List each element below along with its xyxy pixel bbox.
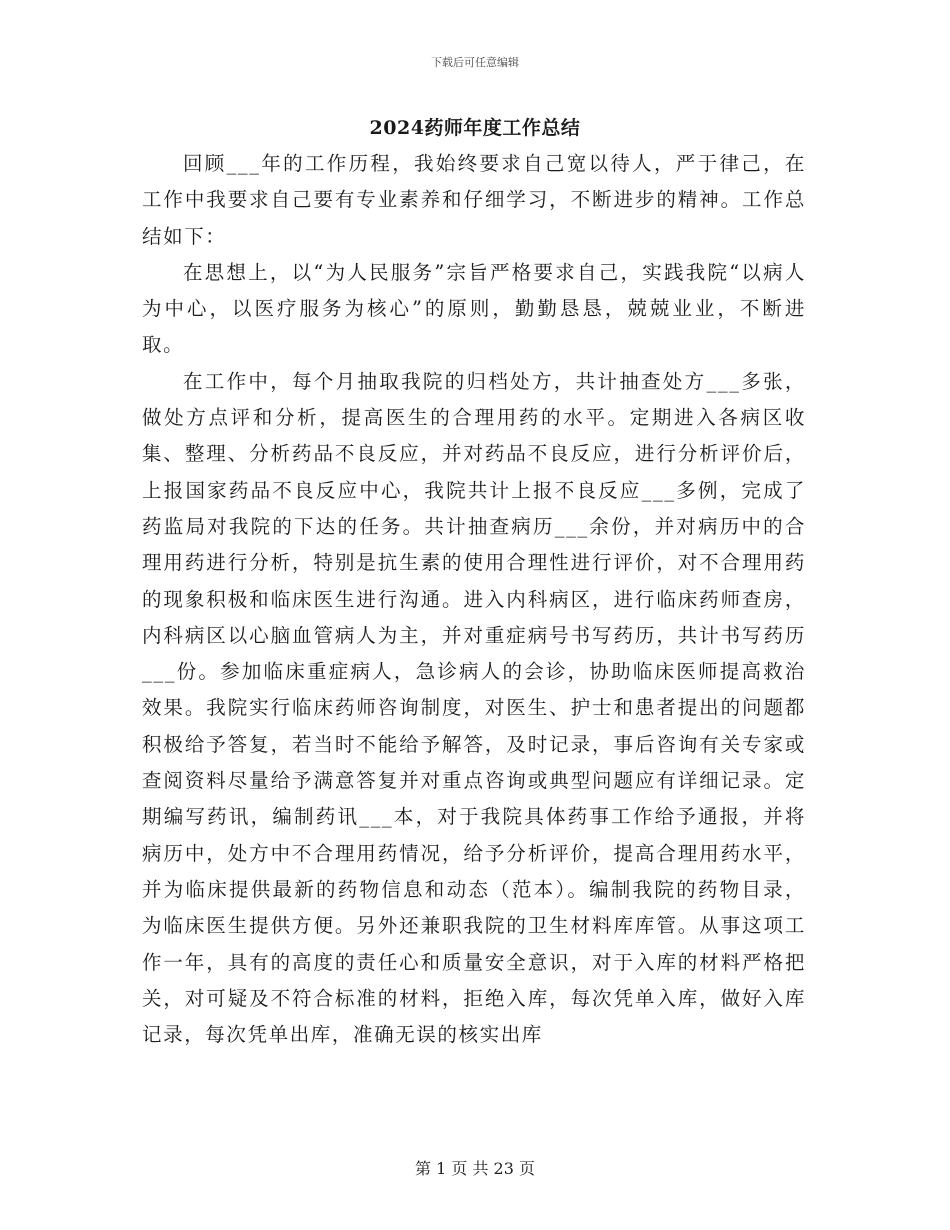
document-body [142,146,806,1053]
paragraph-intro: 回顾___年的工作历程，我始终要求自己宽以待人，严于律己，在工作中我要求自己要有专业素养和仔细学习，不断进步的精神。工作总结如下： [142,152,806,248]
header-note: 下载后可任意编辑 [431,56,519,69]
page-footer: 第 1 页 共 23 页 [415,1159,535,1178]
paragraph-ideology: 在思想上，以“为人民服务”宗旨严格要求自己，实践我院“以病人为中心，以医疗服务为核心”的原则，勤勤恳恳，兢兢业业，不断进取。 [142,260,806,357]
paragraph-work: 在工作中，每个月抽取我院的归档处方，共计抽查处方___多张，做处方点评和分析，提高医生的合理用药的水平。定期进入各病区收集、整理、分析药品不良反应，并对药品不良反应，进行分析评价后，上报国家药品不良反应中心，我院共计上报不良反应___多例，完成了药监局对我院的下达的任务。共计抽查病历___余份，并对病历中的合理用药进行分析，特别是抗生素的使用合理性进行评价，对不合理用药的现象积极和临床医生进行沟通。进入内科病区，进行临床药师查房，内科病区以心脑血管病人为主，并对重症病号书写药历，共计书写药历___份。参加临床重症病人，急诊病人的会诊，协助临床医师提高救治效果。我院实行临床药师咨询制度，对医生、护士和患者提出的问题都积极给予答复，若当时不能给予解答，及时记录，事后咨询有关专家或查阅资料尽量给予满意答复并对重点咨询或典型问题应有详细记录。定期编写药讯，编制药讯___本，对于我院具体药事工作给予通报，并将病历中，处方中不合理用药情况，给予分析评价，提高合理用药水平，并为临床提供最新的药物信息和动态（范本）。编制我院的药物目录，为临床医生提供方便。另外还兼职我院的卫生材料库库管。从事这项工作一年，具有的高度的责任心和质量安全意识，对于入库的材料严格把关，对可疑及不符合标准的材料，拒绝入库，每次凭单入库，做好入库记录，每次凭单出库，准确无误的核实出库 [142,369,806,1047]
document-title: 2024药师年度工作总结 [369,117,581,139]
